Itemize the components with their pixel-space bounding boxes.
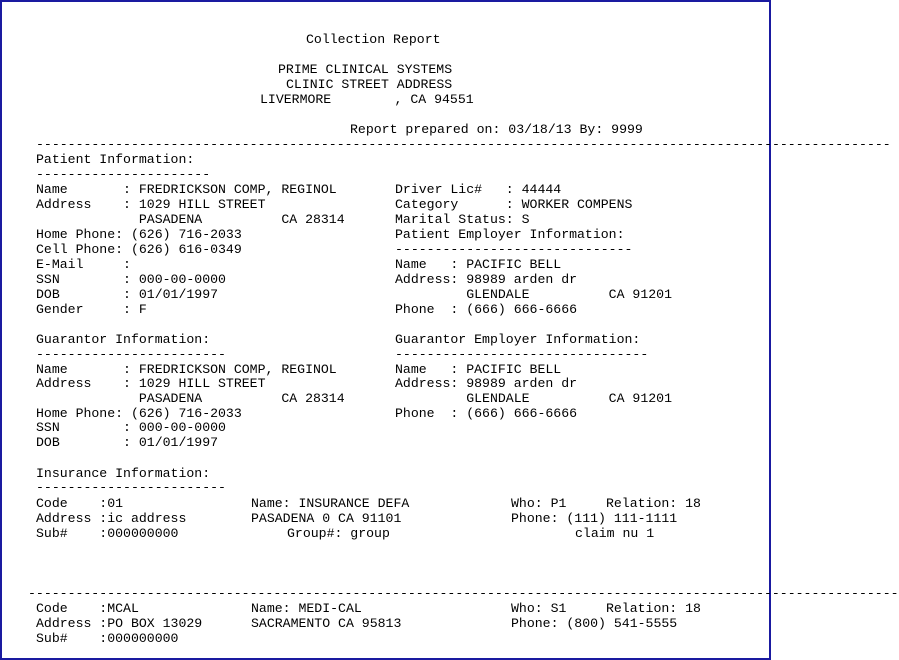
patient-ssn: SSN : 000-00-0000 [36,272,226,287]
insurance-city: PASADENA 0 CA 91101 [251,511,402,526]
patient-employer-underline: ------------------------------ [395,242,633,257]
insurance-claim: claim nu 1 [575,526,655,541]
insurance-name: Name: INSURANCE DEFA [251,496,410,511]
patient-employer-address: Address: 98989 arden dr [395,272,578,287]
patient-email: E-Mail : [36,257,131,272]
insurance2-who: Who: S1 Relation: 18 [511,601,701,616]
insurance-heading: Insurance Information: [36,466,211,481]
insurance-who: Who: P1 Relation: 18 [511,496,701,511]
insurance2-city: SACRAMENTO CA 95813 [251,616,402,631]
patient-employer-name: Name : PACIFIC BELL [395,257,562,272]
guarantor-employer-name: Name : PACIFIC BELL [395,362,562,377]
page-rule: -------------------------------------------------------------------------------------------------------------- [28,586,899,601]
insurance2-phone: Phone: (800) 541-5555 [511,616,678,631]
guarantor-employer-city: GLENDALE CA 91201 [395,391,672,406]
patient-dob: DOB : 01/01/1997 [36,287,219,302]
insurance2-name: Name: MEDI-CAL [251,601,362,616]
patient-name: Name : FREDRICKSON COMP, REGINOL [36,182,337,197]
driver-license: Driver Lic# : 44444 [395,182,562,197]
guarantor-heading: Guarantor Information: [36,332,211,347]
guarantor-address: Address : 1029 HILL STREET [36,376,266,391]
insurance-sub: Sub# :000000000 [36,526,179,541]
guarantor-employer-underline: -------------------------------- [395,347,649,362]
header-rule: ------------------------------------------------------------------------------------------------------------ [36,137,891,152]
insurance-group: Group#: group [287,526,390,541]
guarantor-employer-phone: Phone : (666) 666-6666 [395,406,578,421]
patient-underline: ---------------------- [36,167,211,182]
patient-cell-phone: Cell Phone: (626) 616-0349 [36,242,242,257]
insurance2-address: Address :PO BOX 13029 [36,616,203,631]
patient-heading: Patient Information: [36,152,195,167]
company-street: CLINIC STREET ADDRESS [286,77,453,92]
company-name: PRIME CLINICAL SYSTEMS [278,62,453,77]
patient-home-phone: Home Phone: (626) 716-2033 [36,227,242,242]
insurance-underline: ------------------------ [36,480,226,495]
marital-status: Marital Status: S [395,212,530,227]
patient-address: Address : 1029 HILL STREET [36,197,266,212]
report-title: Collection Report [306,32,441,47]
company-city: LIVERMORE , CA 94551 [260,92,474,107]
insurance2-code: Code :MCAL [36,601,139,616]
guarantor-home-phone: Home Phone: (626) 716-2033 [36,406,242,421]
patient-employer-phone: Phone : (666) 666-6666 [395,302,578,317]
guarantor-employer-heading: Guarantor Employer Information: [395,332,641,347]
patient-employer-city: GLENDALE CA 91201 [395,287,672,302]
guarantor-employer-address: Address: 98989 arden dr [395,376,578,391]
guarantor-underline: ------------------------ [36,347,226,362]
patient-address-city: PASADENA CA 28314 [36,212,345,227]
prepared-line: Report prepared on: 03/18/13 By: 9999 [350,122,643,137]
guarantor-name: Name : FREDRICKSON COMP, REGINOL [36,362,337,377]
guarantor-address-city: PASADENA CA 28314 [36,391,345,406]
insurance-phone: Phone: (111) 111-1111 [511,511,678,526]
patient-employer-heading: Patient Employer Information: [395,227,625,242]
guarantor-ssn: SSN : 000-00-0000 [36,420,226,435]
insurance2-sub: Sub# :000000000 [36,631,179,646]
insurance-address: Address :ic address [36,511,187,526]
patient-category: Category : WORKER COMPENS [395,197,633,212]
patient-gender: Gender : F [36,302,147,317]
guarantor-dob: DOB : 01/01/1997 [36,435,219,450]
insurance-code: Code :01 [36,496,124,511]
